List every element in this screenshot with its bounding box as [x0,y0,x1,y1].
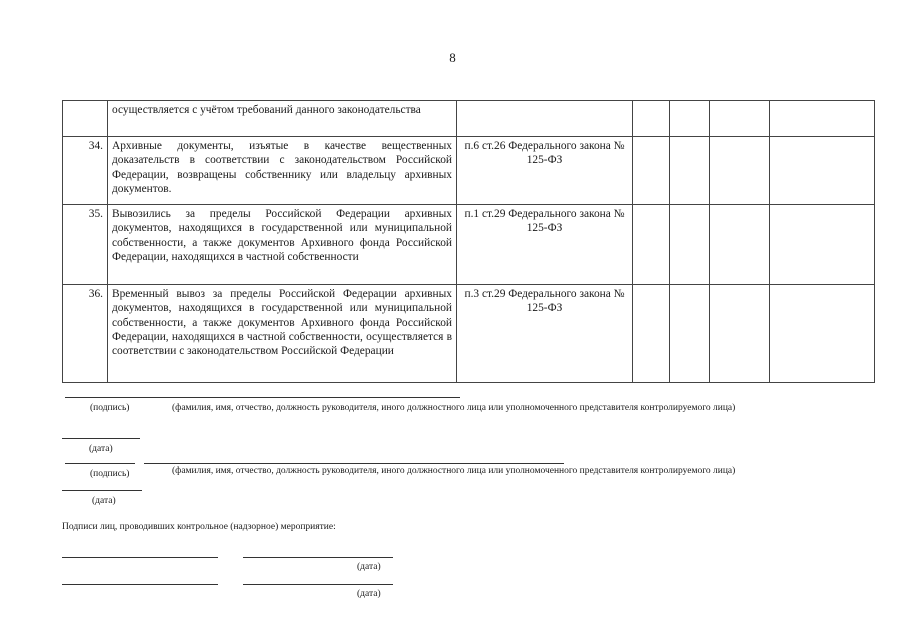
empty-cell [710,137,770,205]
date-caption: (дата) [89,444,113,454]
inspector-date-caption: (дата) [357,589,381,599]
inspector-name-line [243,557,393,558]
signature-line [65,397,460,398]
row-number [63,101,108,137]
inspector-date-caption: (дата) [357,562,381,572]
table-row [63,205,875,285]
empty-cell [633,101,670,137]
empty-cell [633,285,670,383]
empty-cell [633,137,670,205]
page-number: 8 [449,50,456,65]
legal-reference: п.3 ст.29 Федерального закона № 125-ФЗ [457,285,633,383]
table-row [63,137,875,205]
empty-cell [770,101,875,137]
inspector-name-line [243,584,393,585]
inspectors-title: Подписи лиц, проводивших контрольное (надзорное) мероприятие: [62,522,336,532]
inspector-signature-line [62,584,218,585]
empty-cell [670,101,710,137]
table-row [63,285,875,383]
empty-cell [633,205,670,285]
requirement-text: Временный вывоз за пределы Российской Федерации архивных документов, находящихся в государственной или муниципальной собственности, а также документов Архивного фонда Российской Федерации, находящихся в частной собственности, осуществляется в соответствии с законодательством Российской Федерации [108,285,457,383]
empty-cell [710,205,770,285]
legal-reference: п.1 ст.29 Федерального закона № 125-ФЗ [457,205,633,285]
legal-reference: п.6 ст.26 Федерального закона № 125-ФЗ [457,137,633,205]
row-number: 35. [63,205,108,285]
date-line [62,490,142,491]
empty-cell [670,285,710,383]
signature-line [65,463,135,464]
empty-cell [670,205,710,285]
requirement-text: Архивные документы, изъятые в качестве вещественных доказательств в соответствии с законодательством Российской Федерации, возвращены собственнику или владельцу архивных документов. [108,137,457,205]
name-caption: (фамилия, имя, отчество, должность руководителя, иного должностного лица или уполномоченного представителя контролируемого лица) [172,403,736,413]
name-line [144,463,564,464]
row-number: 34. [63,137,108,205]
requirement-text: Вывозились за пределы Российской Федерации архивных документов, находящихся в государственной или муниципальной собственности, а также документов Архивного фонда Российской Федерации, находящихся в частной собственности [108,205,457,285]
requirement-text: осуществляется с учётом требований данного законодательства [108,101,457,137]
table-row [63,101,875,137]
date-line [62,438,140,439]
name-caption: (фамилия, имя, отчество, должность руководителя, иного должностного лица или уполномоченного представителя контролируемого лица) [172,466,736,476]
empty-cell [770,137,875,205]
inspector-signature-line [62,557,218,558]
checklist-table [62,100,875,383]
empty-cell [710,101,770,137]
signature-caption: (подпись) [90,469,130,479]
row-number: 36. [63,285,108,383]
empty-cell [670,137,710,205]
signature-caption: (подпись) [90,403,130,413]
empty-cell [770,285,875,383]
date-caption: (дата) [92,496,116,506]
empty-cell [770,205,875,285]
empty-cell [710,285,770,383]
legal-reference [457,101,633,137]
